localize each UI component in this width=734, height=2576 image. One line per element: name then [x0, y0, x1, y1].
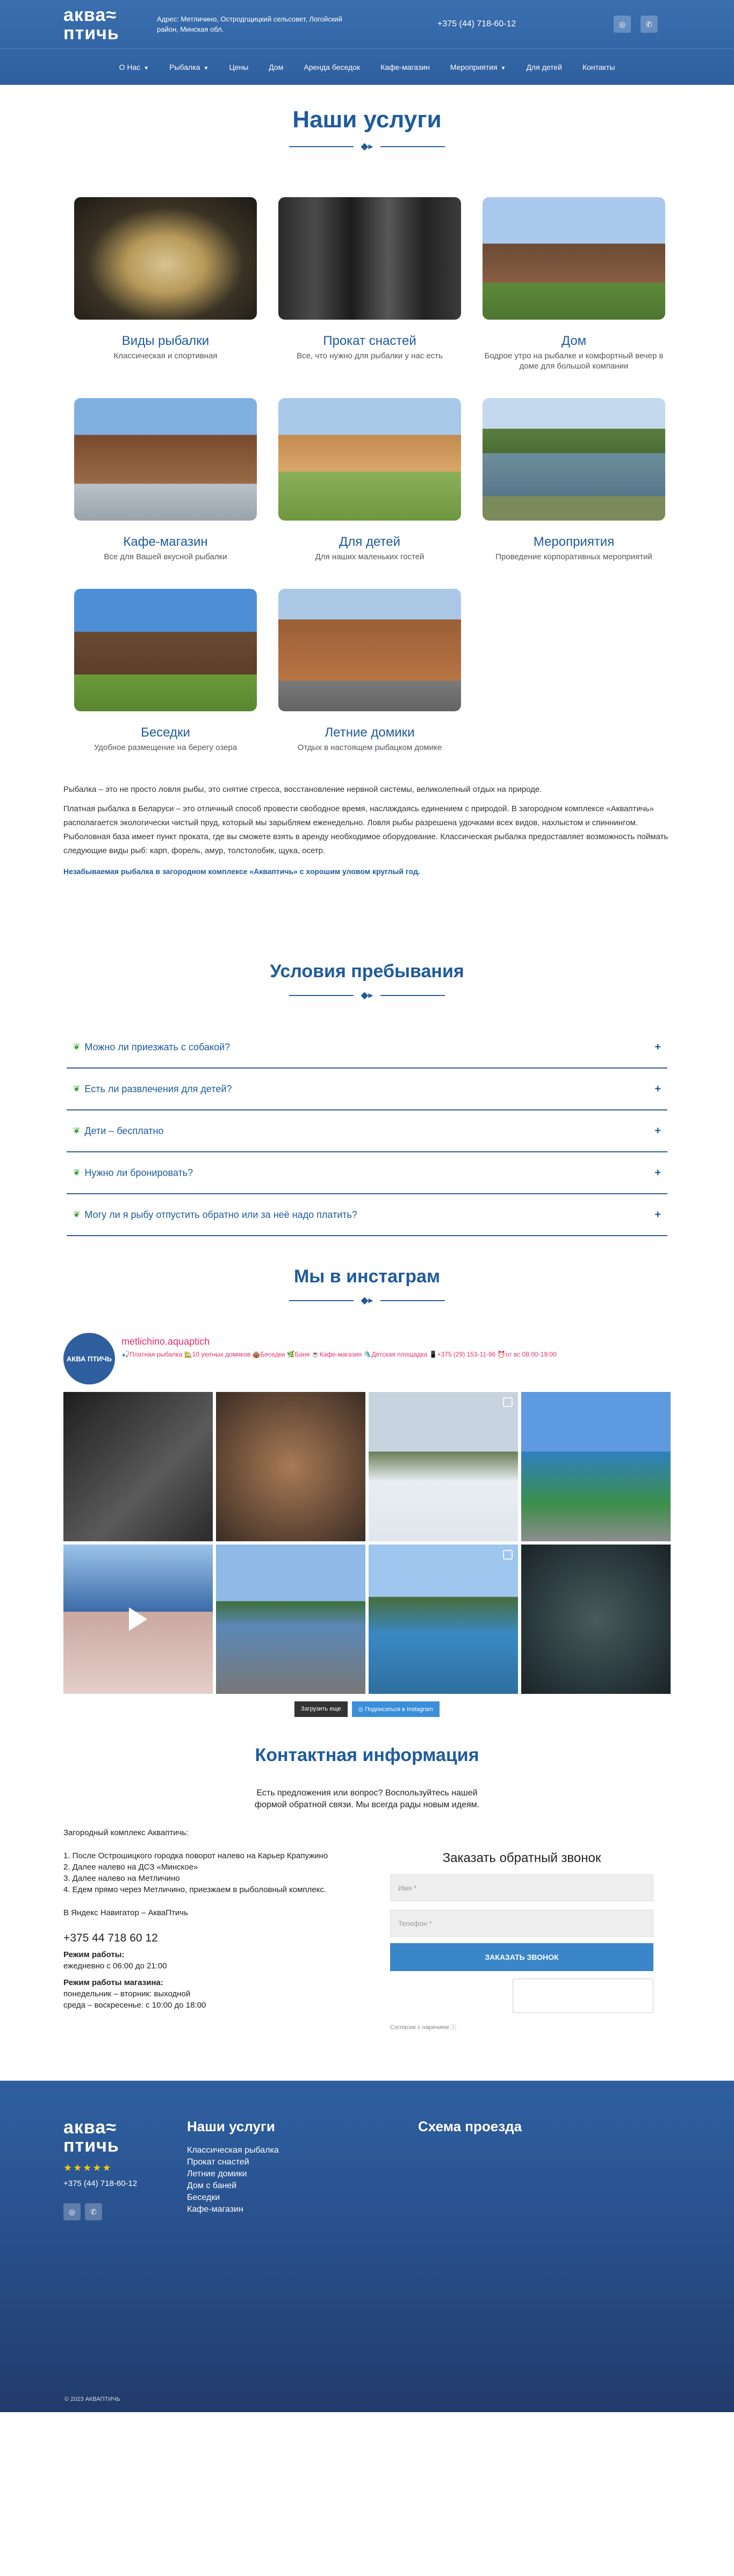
footer-service-link[interactable]: Дом с баней [187, 2181, 237, 2190]
service-title[interactable]: Беседки [141, 725, 190, 740]
navigator-hint: В Яндекс Навигатор – АкваПтичь [63, 1908, 188, 1917]
carousel-icon [503, 1550, 513, 1560]
leaf-icon: ❦ [73, 1210, 81, 1220]
instagram-post[interactable] [63, 1392, 213, 1541]
divider-line [289, 995, 354, 996]
route-step: 3. Далее налево на Метличино [63, 1874, 180, 1883]
service-card-events[interactable] [483, 398, 665, 562]
follow-label: Подписаться в Instagram [365, 1706, 433, 1713]
section-divider [63, 1295, 671, 1306]
contact-intro-line: Есть предложения или вопрос? Воспользуйтесь нашей [256, 1788, 478, 1798]
section-divider [63, 990, 671, 1001]
summer-house-photo[interactable] [278, 589, 461, 711]
faq-question-text: Нужно ли бронировать? [84, 1167, 193, 1178]
about-text [63, 783, 671, 878]
service-card-rental[interactable] [278, 197, 461, 371]
service-card-gazebos[interactable] [74, 589, 257, 753]
instagram-section [63, 1266, 671, 1717]
rating-stars: ★★★★★ [63, 2162, 112, 2173]
footer-services-title: Наши услуги [187, 2118, 275, 2134]
instagram-post[interactable] [63, 1545, 213, 1694]
work-mode-value: ежедневно с 06:00 до 21:00 [63, 1961, 167, 1971]
faq-question [73, 1125, 164, 1137]
divider-line [380, 146, 445, 147]
logo-line2: птичь [63, 23, 119, 44]
nav-item-fishing[interactable] [169, 63, 208, 71]
leaf-icon: ❦ [73, 1168, 81, 1178]
contact-info [63, 1827, 364, 2031]
section-divider [63, 141, 671, 152]
faq-question [73, 1167, 193, 1179]
services-section [63, 85, 671, 878]
site-header [0, 0, 734, 85]
instagram-post[interactable] [369, 1392, 518, 1541]
faq-item[interactable] [67, 1027, 667, 1069]
instagram-post[interactable] [521, 1392, 671, 1541]
instagram-post[interactable] [521, 1545, 671, 1694]
avatar[interactable]: АКВА ПТИЧЬ [63, 1333, 115, 1384]
service-card-house[interactable] [483, 197, 665, 371]
nav-item-house[interactable]: Дом [269, 62, 284, 71]
footer-services-list [187, 2145, 418, 2216]
instagram-title: Мы в инстаграм [293, 1266, 441, 1287]
instagram-icon[interactable]: ◎ [63, 2203, 81, 2220]
route-title: Загородный комплекс Акваптичь: [63, 1828, 189, 1837]
viber-icon[interactable]: ✆ [641, 16, 658, 33]
divider-line [380, 1300, 445, 1301]
nav-item-contacts[interactable]: Контакты [582, 62, 615, 71]
fish-icon: ◆▸ [361, 141, 373, 151]
faq-accordion [63, 1027, 671, 1236]
service-card-cafe[interactable] [74, 398, 257, 562]
leaf-icon: ❦ [73, 1127, 81, 1136]
shop-mode-line: среда – воскресенье: с 10:00 до 18:00 [63, 2001, 206, 2010]
instagram-icon[interactable]: ◎ [614, 16, 631, 33]
site-footer [0, 2081, 734, 2412]
instagram-post[interactable] [216, 1545, 365, 1694]
about-paragraph: Рыбалка – это не просто ловля рыбы, это снятие стресса, восстановление нервной системы, великолепный отдых на природе. [63, 785, 542, 794]
cafe-photo[interactable] [74, 398, 257, 521]
gazebo-photo[interactable] [74, 589, 257, 711]
playground-photo[interactable] [278, 398, 461, 521]
instagram-info [121, 1336, 557, 1358]
header-social [614, 16, 658, 33]
chevron-down-icon: ▼ [203, 65, 209, 71]
fish-icon: ◆▸ [361, 1295, 373, 1305]
route-step: 2. Далее налево на ДСЗ «Минское» [63, 1863, 198, 1872]
about-highlight: Незабываемая рыбалка в загородном комплексе «Акваптичь» с хорошим уловом круглый год. [63, 867, 420, 876]
faq-question [73, 1209, 357, 1221]
fish-photo[interactable] [74, 197, 257, 320]
chevron-down-icon: ▼ [143, 65, 149, 71]
services-title: Наши услуги [292, 106, 442, 133]
instagram-post[interactable] [369, 1545, 518, 1694]
nav-item-prices[interactable]: Цены [229, 62, 249, 71]
faq-item[interactable] [67, 1194, 667, 1236]
faq-question [73, 1042, 230, 1053]
nav-item-cafe[interactable]: Кафе-магазин [380, 62, 430, 71]
service-subtitle: Проведение корпоративных мероприятий [495, 552, 652, 561]
privacy-link[interactable] [390, 2023, 653, 2031]
nav-label: Рыбалка [169, 62, 200, 71]
callback-form-title: Заказать обратный звонок [442, 1851, 601, 1865]
captcha-widget[interactable] [513, 1979, 653, 2013]
faq-item[interactable] [67, 1069, 667, 1110]
logo[interactable] [63, 6, 155, 42]
leaf-icon: ❦ [73, 1085, 81, 1094]
footer-map-title: Схема проезда [418, 2118, 522, 2134]
footer-phone[interactable]: +375 (44) 718-60-12 [63, 2179, 138, 2188]
contact-title: Контактная информация [255, 1745, 479, 1765]
logo-line1: аква≈ [63, 2117, 117, 2138]
name-field[interactable]: Имя * [390, 1874, 653, 1901]
instagram-bio: 🎣Платная рыбалка 🏡10 уютных домиков 🛖Беседки 🌿Баня ☕Кафе-магазин 🛝Детская площадка 📱+375 (29) 153-11-96 ⏰от вс 08:00-19:00 [121, 1351, 557, 1358]
service-title[interactable]: Мероприятия [533, 535, 615, 549]
nav-label: Мероприятия [450, 62, 498, 71]
contact-section [63, 1745, 671, 2031]
instagram-username[interactable]: metlichino.aquaptich [121, 1336, 210, 1347]
nav-item-kids[interactable]: Для детей [526, 62, 562, 71]
service-card-summer-houses[interactable] [278, 589, 461, 753]
faq-question-text: Дети – бесплатно [84, 1125, 164, 1136]
instagram-post[interactable] [216, 1392, 365, 1541]
footer-service-link[interactable]: Прокат снастей [187, 2158, 249, 2167]
service-card-kids[interactable] [278, 398, 461, 562]
instagram-actions [63, 1701, 671, 1717]
service-card-fishing-types[interactable] [74, 197, 257, 371]
header-top [63, 0, 671, 48]
service-title[interactable]: Прокат снастей [323, 334, 416, 348]
footer-inner [63, 2081, 671, 2220]
nav-item-events[interactable] [450, 63, 506, 71]
footer-logo[interactable] [63, 2118, 187, 2155]
contact-body [63, 1827, 671, 2031]
service-title[interactable]: Летние домики [325, 725, 415, 740]
footer-service-link[interactable]: Беседки [187, 2193, 220, 2202]
service-subtitle: Для наших маленьких гостей [315, 552, 424, 561]
carousel-icon [503, 1397, 513, 1407]
service-subtitle: Отдых в настоящем рыбацком домике [297, 743, 442, 752]
faq-title: Условия пребывания [270, 961, 464, 982]
info-icon: ⓘ [450, 2024, 457, 2031]
instagram-profile [63, 1333, 671, 1384]
pond-photo[interactable] [483, 398, 665, 521]
divider-line [289, 1300, 354, 1301]
copyright: © 2023 АКВАПТИЧЬ [64, 2396, 120, 2402]
plus-icon[interactable]: + [654, 1041, 661, 1053]
about-paragraph: Платная рыбалка в Беларуси – это отличный способ провести свободное время, наслаждаясь единением с природой. В загородном комплексе «Акваптичь» располагается экологически чистый пруд, который мы зарыбляем еженедельно. Ловля рыбы разрешена удочками всех видов, нахлыстом и спиннингом. Рыболовная база имеет пункт проката, где вы сможете взять в аренду необходимое оборудование. Классическая рыбалка предоставляет возможность поймать следующие виды рыб: карп, форель, амур, толстолобик, щука, осетр. [63, 804, 668, 855]
leaf-icon: ❦ [73, 1043, 81, 1052]
header-phone[interactable]: +375 (44) 718-60-12 [437, 19, 516, 28]
services-grid [63, 197, 671, 753]
service-subtitle: Все для Вашей вкусной рыбалки [104, 552, 227, 561]
plus-icon[interactable]: + [654, 1083, 661, 1095]
contact-intro-line: формой обратной связи. Мы всегда рады новым идеям. [254, 1800, 480, 1809]
service-subtitle: Классическая и спортивная [113, 351, 218, 360]
faq-question-text: Есть ли развлечения для детей? [84, 1083, 232, 1094]
nav-label: О Нас [119, 62, 141, 71]
logo-line2: птичь [63, 2135, 119, 2156]
faq-question-text: Можно ли приезжать с собакой? [84, 1041, 231, 1052]
footer-service-link[interactable]: Классическая рыбалка [187, 2146, 279, 2155]
route-step: 1. После Острошицкого городка поворот налево на Карьер Крапужино [63, 1851, 328, 1860]
plus-icon[interactable]: + [654, 1208, 661, 1221]
viber-icon[interactable]: ✆ [85, 2203, 102, 2220]
service-subtitle: Бодрое утро на рыбалке и комфортный вечер в доме для большой компании [484, 351, 664, 371]
route-step: 4. Едем прямо через Метличино, приезжаем в рыболовный комплекс. [63, 1885, 327, 1894]
follow-instagram-button[interactable]: ◎ Подписаться в Instagram [352, 1701, 440, 1717]
load-more-button[interactable]: Загрузить еще [294, 1701, 347, 1717]
service-title[interactable]: Дом [561, 334, 587, 348]
contact-intro [63, 1787, 671, 1811]
divider-line [380, 995, 445, 996]
work-mode-label: Режим работы: [63, 1950, 125, 1959]
nav-item-about[interactable] [119, 63, 149, 71]
nav-item-gazebo-rent[interactable]: Аренда беседок [304, 62, 361, 71]
divider-line [289, 146, 354, 147]
plus-icon[interactable]: + [654, 1166, 661, 1179]
chevron-down-icon: ▼ [500, 65, 506, 71]
footer-service-link[interactable]: Кафе-магазин [187, 2205, 243, 2214]
footer-services [187, 2118, 418, 2220]
shop-mode-line: понедельник – вторник: выходной [63, 1989, 191, 1998]
service-title[interactable]: Кафе-магазин [123, 535, 208, 549]
service-subtitle: Удобное размещение на берегу озера [93, 743, 238, 752]
play-icon[interactable] [129, 1607, 147, 1631]
rods-photo[interactable] [278, 197, 461, 320]
footer-social [63, 2203, 187, 2220]
contact-phone[interactable]: +375 44 718 60 12 [63, 1932, 158, 1944]
faq-item[interactable] [67, 1152, 667, 1194]
service-title[interactable]: Виды рыбалки [121, 334, 210, 348]
service-title[interactable]: Для детей [339, 535, 400, 549]
privacy-label: Согласие с наречием [390, 2024, 449, 2031]
logo-line1: аква≈ [63, 5, 117, 25]
footer-brand [63, 2118, 187, 2220]
faq-section [63, 961, 671, 1236]
header-address: Адрес: Метличино, Остродгщицкий сельсовет, Логойский район, Минская обл. [157, 15, 342, 33]
fish-icon: ◆▸ [361, 990, 373, 1000]
callback-form [390, 1827, 653, 2031]
house-photo[interactable] [483, 197, 665, 320]
service-subtitle: Все, что нужно для рыбалки у нас есть [297, 351, 443, 360]
instagram-feed [63, 1392, 671, 1694]
faq-item[interactable] [67, 1110, 667, 1152]
footer-service-link[interactable]: Летние домики [187, 2169, 247, 2178]
phone-field[interactable]: Телефон * [390, 1910, 653, 1937]
plus-icon[interactable]: + [654, 1124, 661, 1137]
faq-question-text: Могу ли я рыбу отпустить обратно или за неё надо платить? [84, 1209, 357, 1220]
shop-mode-label: Режим работы магазина: [63, 1978, 163, 1987]
footer-map [418, 2118, 522, 2220]
order-call-button[interactable]: ЗАКАЗАТЬ ЗВОНОК [390, 1943, 653, 1971]
faq-question [73, 1084, 232, 1095]
main-nav [0, 48, 734, 85]
